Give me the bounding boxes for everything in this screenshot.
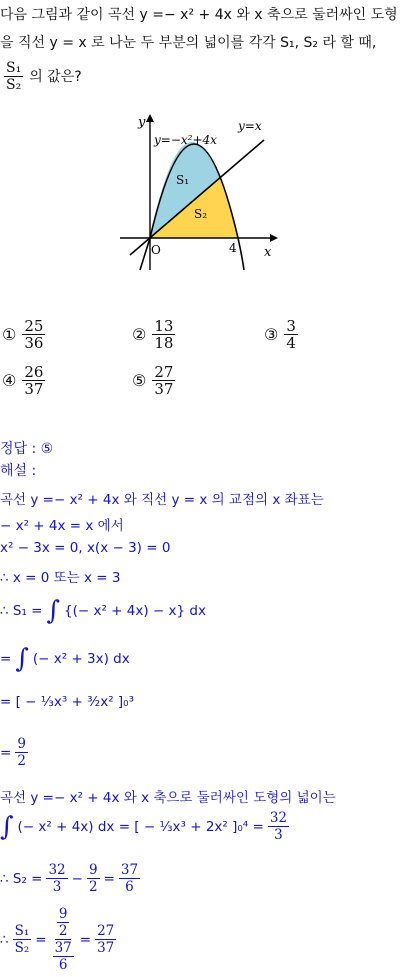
answer-label: 정답 : ⑤ [0, 441, 54, 457]
option-2-den: 18 [154, 334, 174, 352]
equals-sign: = [0, 744, 12, 761]
option-4[interactable] [2, 364, 45, 397]
therefore-symbol: ∴ [0, 931, 9, 948]
fraction-numerator: S₁ [6, 60, 22, 76]
option-3-den: 4 [286, 334, 296, 352]
option-3-mark: ③ [264, 325, 279, 344]
option-2-mark: ② [132, 325, 147, 344]
s1-integrand: {(− x² + 4x) − x} dx [64, 603, 206, 619]
integral-sign-1: ∫ [46, 596, 61, 626]
solution-line-4: ∴ x = 0 또는 x = 3 [0, 570, 121, 586]
equals-sign: = [79, 931, 92, 948]
s2-result-den: 6 [125, 879, 134, 895]
option-1[interactable] [2, 318, 45, 351]
option-5-num: 27 [154, 363, 174, 381]
s2-a-den: 3 [52, 879, 62, 895]
fraction-denominator: S₂ [6, 77, 22, 93]
option-3-num: 3 [286, 317, 296, 335]
question-fraction [4, 60, 23, 93]
total-area-num: 32 [269, 810, 288, 826]
final-answer-den: 37 [97, 940, 115, 956]
graph-figure [120, 112, 290, 272]
region-s2-label: S₂ [194, 207, 208, 221]
explanation-label: 해설 : [0, 463, 37, 479]
curve-label: y=−x²+4x [154, 133, 217, 147]
ratio-num: S₁ [14, 923, 30, 939]
s1-value-den: 2 [17, 753, 26, 769]
option-1-num: 25 [24, 317, 44, 335]
solution-line-11 [0, 862, 140, 895]
option-1-mark: ① [2, 325, 17, 344]
region-s1-label: S₁ [176, 173, 190, 187]
compound-top-den: 2 [58, 923, 68, 939]
s2-result-num: 37 [120, 862, 139, 878]
compound-top-num: 9 [58, 906, 68, 922]
option-3[interactable] [264, 318, 298, 351]
option-4-num: 26 [24, 363, 44, 381]
s2-b-den: 2 [88, 879, 98, 895]
option-5-mark: ⑤ [132, 371, 147, 390]
option-4-den: 37 [24, 380, 44, 398]
option-1-den: 36 [24, 334, 44, 352]
line-label: y=x [238, 119, 262, 133]
question-line-2: 을 직선 y = x 로 나눈 두 부분의 넓이를 각각 S₁, S₂ 라 할 때, [0, 35, 377, 51]
integral-sign-2: ∫ [15, 644, 29, 674]
solution-line-1: 곡선 y =− x² + 4x 와 직선 y = x 의 교점의 x 좌표는 [0, 492, 324, 508]
solution-line-8 [0, 736, 28, 769]
solution-line-2: − x² + 4x = x 에서 [0, 518, 124, 534]
integral-sign-3: ∫ [0, 811, 14, 842]
option-5-den: 37 [154, 380, 174, 398]
total-area-integral: (− x² + 4x) dx = [ − ⅓x³ + 2x² ]₀⁴ = [17, 818, 264, 835]
x-axis-arrow [270, 234, 278, 242]
solution-line-10 [0, 810, 289, 843]
solution-line-5 [0, 596, 206, 626]
compound-bottom-den: 6 [58, 957, 68, 973]
s2-prefix: ∴ S₂ = [0, 870, 43, 887]
option-5[interactable] [132, 364, 175, 397]
solution-line-12 [0, 906, 116, 973]
x-tick-4: 4 [229, 241, 237, 255]
y-axis-arrow [146, 114, 154, 122]
option-2-num: 13 [154, 317, 174, 335]
s1-value-num: 9 [17, 736, 26, 752]
question-line-3 [4, 60, 82, 93]
s1-simplified-integrand: (− x² + 3x) dx [32, 651, 130, 667]
solution-line-6 [0, 644, 130, 674]
s2-b-num: 9 [88, 862, 98, 878]
option-2[interactable] [132, 318, 175, 351]
y-axis-label: y [138, 115, 146, 130]
option-4-mark: ④ [2, 371, 17, 390]
final-answer-num: 27 [97, 923, 115, 939]
origin-label: O [151, 243, 161, 257]
solution-line-7: = [ − ⅓x³ + ³⁄₂x² ]₀³ [0, 694, 135, 710]
question-line-1: 다음 그림과 같이 곡선 y =− x² + 4x 와 x 축으로 둘러싸인 도형 [0, 7, 398, 23]
solution-line-9: 곡선 y =− x² + 4x 와 x 축으로 둘러싸인 도형의 넓이는 [0, 790, 336, 806]
s2-a-num: 32 [48, 862, 66, 878]
compound-fraction [51, 906, 76, 973]
equals-sign: = [35, 931, 47, 948]
equals-sign: = [103, 870, 115, 887]
ratio-den: S₂ [14, 940, 30, 956]
compound-bottom-num: 37 [54, 940, 72, 956]
total-area-den: 3 [274, 827, 283, 843]
equals-sign: = [0, 651, 12, 667]
s1-prefix: ∴ S₁ = [0, 603, 43, 619]
solution-line-3: x² − 3x = 0, x(x − 3) = 0 [0, 540, 171, 556]
minus-sign: − [71, 870, 83, 887]
x-axis-label: x [264, 245, 272, 260]
question-tail: 의 값은? [29, 68, 82, 85]
